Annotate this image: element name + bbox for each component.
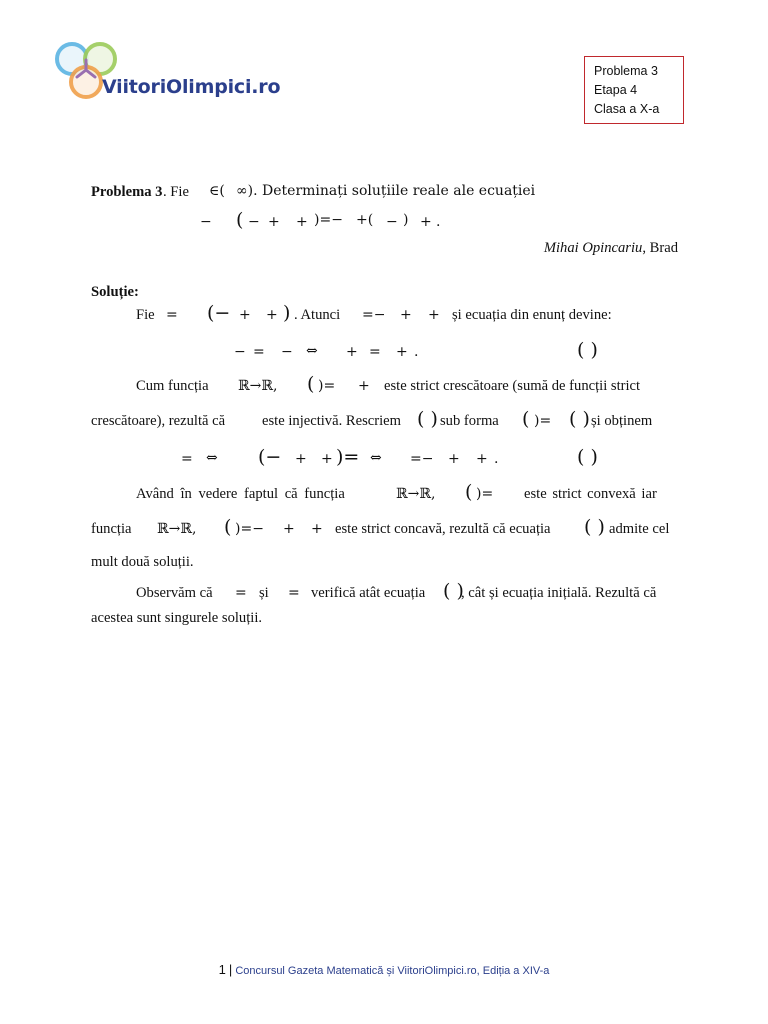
problem-eq-part: + [268, 214, 280, 230]
solution-math: + [358, 378, 370, 394]
solution-text: este injectivă. Rescriem [262, 413, 401, 429]
solution-math: − [234, 344, 246, 360]
solution-math: − [281, 344, 293, 360]
author-city: , Brad [642, 240, 678, 256]
solution-text: și ecuația din enunț devine: [452, 307, 612, 323]
solution-text: mult două soluții. [91, 554, 194, 570]
solution-text: și [259, 585, 269, 601]
author-name: Mihai Opincariu [543, 240, 643, 256]
solution-text: Având în vedere faptul că funcția [136, 486, 345, 502]
solution-math: + [295, 451, 307, 467]
solution-math: + [311, 521, 323, 537]
solution-text: . Atunci [294, 307, 341, 323]
solution-math: + [321, 451, 333, 467]
solution-heading: Soluție: [91, 284, 139, 300]
solution-math: ℝ→ℝ, [157, 521, 197, 537]
problem-eq-part: − [386, 214, 398, 230]
solution-math: . [494, 451, 499, 467]
equation-ref: ( ) [417, 408, 438, 430]
problem-domain-open: ∈( [209, 183, 225, 199]
solution-math: )=− [235, 521, 264, 537]
equation-tag: ( ) [577, 446, 598, 468]
solution-math: ℝ→ℝ, [238, 378, 278, 394]
problem-label: Problema 3 [91, 184, 163, 200]
problem-eq-part: − [200, 214, 212, 230]
problem-text-main: ∞). Determinați soluțiile reale ale ecuației [236, 183, 536, 199]
problem-eq-part: ) [403, 212, 409, 228]
solution-math: )= [476, 486, 494, 502]
logo-text: ViitoriOlimpici.ro [102, 76, 281, 98]
info-class: Clasa a X-a [594, 102, 660, 116]
solution-text: este strict concavă, rezultă că ecuația [335, 521, 551, 537]
solution-math: = [235, 585, 247, 601]
solution-math: + [283, 521, 295, 537]
solution-text: și obținem [591, 413, 653, 429]
solution-math: ( [307, 373, 315, 395]
solution-text: , cât și ecuația inițială. Rezultă că [461, 585, 657, 601]
info-stage: Etapa 4 [594, 83, 638, 97]
solution-math: . [414, 344, 419, 360]
solution-text: funcția [91, 521, 132, 537]
info-problem: Problema 3 [594, 64, 658, 78]
solution-math: = [288, 585, 300, 601]
solution-math: ( [522, 408, 530, 430]
problem-eq-part: + [420, 214, 432, 230]
solution-text: sub forma [440, 413, 499, 429]
solution-math: (− [207, 302, 231, 324]
solution-math: + [346, 344, 358, 360]
solution-math: ⇔ [370, 450, 382, 466]
solution-math: ( [224, 516, 232, 538]
solution-math: (− [258, 446, 282, 468]
solution-math: = [166, 307, 178, 323]
solution-text: admite cel [609, 521, 670, 537]
page-footer [0, 962, 768, 977]
problem-eq-part: − [248, 214, 260, 230]
solution-math: ( [465, 481, 473, 503]
problem-eq-part: + [296, 214, 308, 230]
solution-math: + [266, 307, 278, 323]
solution-math: = [253, 344, 265, 360]
solution-math: ℝ→ℝ, [396, 486, 436, 502]
solution-math: ⇔ [306, 343, 318, 359]
solution-math: ) [283, 302, 291, 324]
solution-text: crescătoare), rezultă că [91, 413, 226, 429]
problem-author [544, 240, 678, 257]
solution-text: este strict convexă iar [524, 486, 657, 502]
solution-math: + [400, 307, 412, 323]
solution-math: = [181, 451, 193, 467]
solution-math: )= [318, 378, 336, 394]
solution-text: Cum funcția [136, 378, 209, 394]
problem-eq-part: )=− [314, 212, 343, 228]
problem-eq-part: ( [236, 209, 244, 231]
solution-text: Fie [136, 307, 155, 323]
problem-text-fie: . Fie [163, 184, 189, 200]
equation-ref: ( ) [443, 580, 464, 602]
solution-math: + [396, 344, 408, 360]
solution-math: + [476, 451, 488, 467]
solution-text: este strict crescătoare (sumă de funcții strict [384, 378, 641, 394]
solution-math: ⇔ [206, 450, 218, 466]
solution-math: )= [336, 446, 360, 468]
footer-separator: | [228, 962, 233, 977]
solution-math: = [369, 344, 381, 360]
solution-math: + [448, 451, 460, 467]
solution-math: + [428, 307, 440, 323]
site-logo [52, 40, 292, 108]
equation-tag: ( ) [577, 339, 598, 361]
problem-info-box [584, 56, 684, 124]
solution-math: =− [410, 451, 434, 467]
footer-text: Concursul Gazeta Matematică și ViitoriOlimpici.ro, Ediția a XIV-a [235, 965, 550, 977]
problem-eq-part: . [436, 214, 441, 230]
page-number: 1 [218, 962, 226, 977]
problem-eq-part: +( [356, 212, 374, 228]
solution-text: Observăm că [136, 585, 213, 601]
equation-ref: ( ) [584, 516, 605, 538]
equation-ref: ( ) [569, 408, 590, 430]
solution-math: )= [534, 413, 552, 429]
solution-math: =− [362, 307, 386, 323]
solution-math: + [239, 307, 251, 323]
solution-text: verifică atât ecuația [311, 585, 426, 601]
solution-text: acestea sunt singurele soluții. [91, 610, 263, 626]
